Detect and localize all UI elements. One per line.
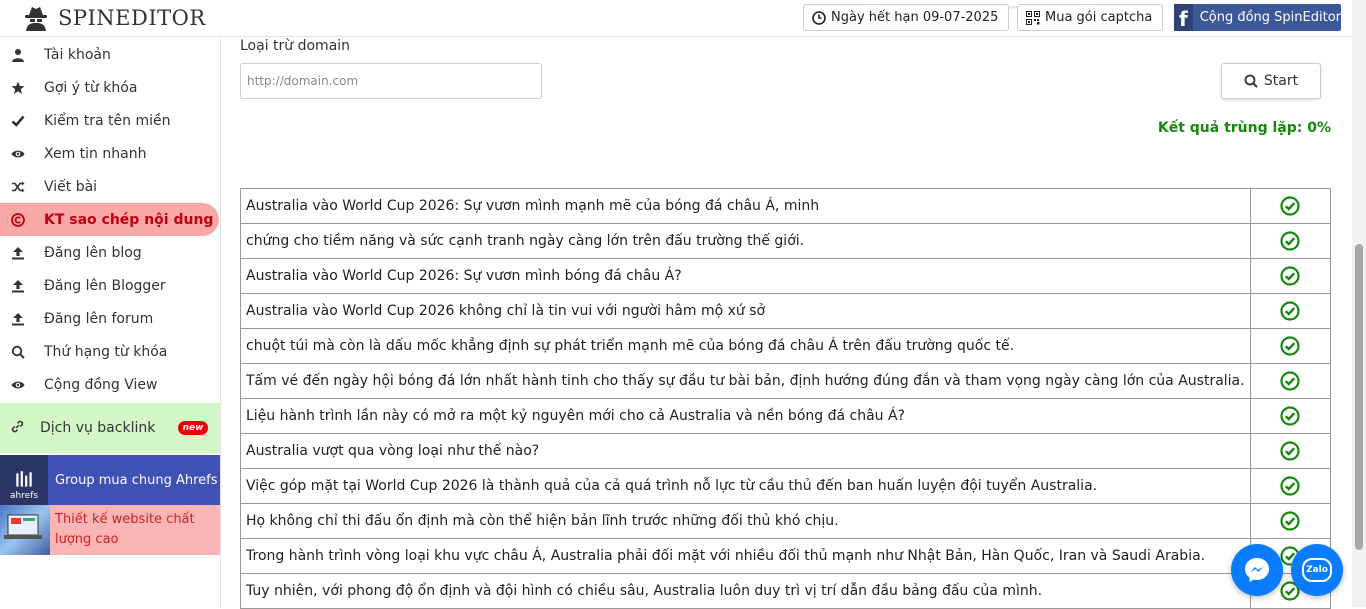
status-cell (1250, 189, 1330, 224)
exclude-domain-label: Loại trừ domain (240, 38, 351, 54)
copyright-icon (10, 212, 26, 228)
buy-captcha-button[interactable] (1017, 4, 1163, 31)
user-icon (10, 47, 26, 63)
sentence-cell: Việc góp mặt tại World Cup 2026 là thành quả của cả quá trình nỗ lực từ cầu thủ đến ban huấn luyện đội tuyển Australia. (241, 469, 1251, 504)
zalo-icon: Zalo (1302, 558, 1332, 582)
check-circle-icon (1280, 231, 1300, 251)
page-scrollbar[interactable] (1352, 0, 1366, 607)
ahrefs-label: Group mua chung Ahrefs (55, 472, 218, 488)
sidebar-item-8[interactable] (0, 269, 220, 302)
top-bar (0, 0, 1352, 37)
status-cell (1250, 504, 1330, 539)
sentence-cell: Australia vào World Cup 2026 không chỉ là tin vui với người hâm mộ xứ sở (241, 294, 1251, 329)
ahrefs-logo-text: ahrefs (9, 491, 39, 501)
status-cell (1250, 399, 1330, 434)
expiry-button[interactable] (803, 4, 1009, 31)
sentence-cell: chuột túi mà còn là dấu mốc khẳng định sự phát triển mạnh mẽ của bóng đá châu Á trên đấu trường quốc tế. (241, 329, 1251, 364)
table-row (241, 574, 1331, 609)
sidebar-item-webdesign[interactable] (0, 505, 220, 555)
sidebar-item-10[interactable] (0, 335, 220, 368)
table-row (241, 399, 1331, 434)
barcode-icon (13, 469, 35, 491)
check-circle-icon (1280, 336, 1300, 356)
sentence-cell: Trong hành trình vòng loại khu vực châu Á, Australia phải đối mặt với nhiều đối thủ mạnh như Nhật Bản, Hàn Quốc, Iran và Saudi Arabia. (241, 539, 1251, 574)
sidebar-item-label: Cộng đồng View (44, 376, 158, 393)
webdesign-label: Thiết kế website chất lượng cao (55, 512, 195, 547)
new-badge: new (178, 421, 208, 435)
sidebar-item-label: Đăng lên Blogger (44, 277, 166, 294)
exclude-domain-input[interactable] (240, 63, 542, 99)
status-cell (1250, 259, 1330, 294)
sidebar-item-label: Kiểm tra tên miền (44, 112, 171, 129)
check-circle-icon (1280, 476, 1300, 496)
sidebar-item-label: Tài khoản (44, 46, 111, 63)
logo[interactable] (22, 3, 206, 33)
duplicate-result: Kết quả trùng lặp: 0% (1157, 120, 1331, 136)
table-row (241, 224, 1331, 259)
sidebar-item-label: Đăng lên blog (44, 244, 142, 261)
logo-text: SPINEDITOR (58, 6, 206, 30)
ahrefs-logo (0, 455, 48, 505)
sidebar (0, 38, 221, 607)
shuffle-icon (10, 179, 26, 195)
sentence-cell: Australia vào World Cup 2026: Sự vươn mình bóng đá châu Á? (241, 259, 1251, 294)
sidebar-item-backlink[interactable] (0, 403, 220, 453)
status-cell (1250, 364, 1330, 399)
sentence-cell: Australia vào World Cup 2026: Sự vươn mình mạnh mẽ của bóng đá châu Á, minh (241, 189, 1251, 224)
check-circle-icon (1280, 266, 1300, 286)
check-circle-icon (1280, 441, 1300, 461)
sidebar-item-1[interactable] (0, 38, 220, 71)
link-icon (10, 419, 26, 438)
sidebar-item-3[interactable] (0, 104, 220, 137)
messenger-icon (1242, 555, 1272, 585)
sentence-table (240, 188, 1331, 609)
sidebar-nav (0, 38, 220, 401)
sidebar-item-7[interactable] (0, 236, 220, 269)
zalo-button[interactable] (1291, 544, 1343, 596)
upload-icon (10, 245, 26, 261)
table-row (241, 364, 1331, 399)
eye-icon (10, 377, 26, 393)
sidebar-item-label: Đăng lên forum (44, 310, 154, 327)
status-cell (1250, 434, 1330, 469)
sidebar-item-6[interactable] (0, 203, 219, 236)
main-content (221, 38, 1352, 607)
sidebar-item-label: Thứ hạng từ khóa (44, 343, 168, 360)
check-circle-icon (1280, 371, 1300, 391)
table-row (241, 434, 1331, 469)
check-circle-icon (1280, 406, 1300, 426)
sidebar-item-ahrefs[interactable] (0, 455, 220, 505)
qrcode-icon (1026, 11, 1040, 25)
check-circle-icon (1280, 511, 1300, 531)
status-cell (1250, 294, 1330, 329)
table-row (241, 189, 1331, 224)
table-row (241, 539, 1331, 574)
sentence-cell: Tấm vé đến ngày hội bóng đá lớn nhất hành tinh cho thấy sự đầu tư bài bản, định hướng đúng đắn và tham vọng ngày càng lớn của Australia. (241, 364, 1251, 399)
sidebar-item-2[interactable] (0, 71, 220, 104)
status-cell (1250, 329, 1330, 364)
sidebar-item-9[interactable] (0, 302, 220, 335)
table-row (241, 294, 1331, 329)
table-row (241, 329, 1331, 364)
upload-icon (10, 278, 26, 294)
check-circle-icon (1280, 196, 1300, 216)
scrollbar-thumb[interactable] (1355, 244, 1363, 550)
check-circle-icon (1280, 301, 1300, 321)
sidebar-item-label: Xem tin nhanh (44, 145, 147, 162)
sentence-cell: Liệu hành trình lần này có mở ra một kỷ nguyên mới cho cả Australia và nền bóng đá châu Á? (241, 399, 1251, 434)
captcha-label: Mua gói captcha (1045, 10, 1153, 25)
sentence-cell: Họ không chỉ thi đấu ổn định mà còn thể hiện bản lĩnh trước những đối thủ khó chịu. (241, 504, 1251, 539)
community-button[interactable] (1174, 4, 1341, 31)
start-label: Start (1263, 73, 1299, 89)
sentence-cell: Australia vượt qua vòng loại như thế nào? (241, 434, 1251, 469)
sentence-cell: chứng cho tiềm năng và sức cạnh tranh ngày càng lớn trên đấu trường thế giới. (241, 224, 1251, 259)
sidebar-item-label: Viết bài (44, 178, 98, 195)
community-label: Cộng đồng SpinEditor (1199, 10, 1341, 25)
spy-logo-icon (22, 4, 50, 32)
backlink-label: Dịch vụ backlink (40, 420, 156, 436)
sidebar-item-11[interactable] (0, 368, 220, 401)
upload-icon (10, 311, 26, 327)
sentence-cell: Tuy nhiên, với phong độ ổn định và đội hình có chiều sâu, Australia luôn duy trì vị trí dẫn đầu bảng đấu của mình. (241, 574, 1251, 609)
status-cell (1250, 469, 1330, 504)
eye-icon (10, 146, 26, 162)
table-row (241, 259, 1331, 294)
sidebar-item-label: KT sao chép nội dung (44, 211, 214, 228)
sidebar-item-5[interactable] (0, 170, 220, 203)
status-cell (1250, 224, 1330, 259)
search-icon (1244, 74, 1258, 88)
start-button[interactable] (1221, 63, 1321, 99)
table-row (241, 504, 1331, 539)
messenger-button[interactable] (1231, 544, 1283, 596)
search-icon (10, 344, 26, 360)
check-icon (10, 113, 26, 129)
clock-icon (812, 11, 826, 25)
facebook-icon: f (1174, 4, 1193, 31)
sidebar-item-label: Gợi ý từ khóa (44, 79, 138, 96)
star-icon (10, 80, 26, 96)
laptop-image (0, 505, 50, 555)
expiry-label: Ngày hết hạn 09-07-2025 (831, 10, 999, 25)
table-row (241, 469, 1331, 504)
sidebar-item-4[interactable] (0, 137, 220, 170)
